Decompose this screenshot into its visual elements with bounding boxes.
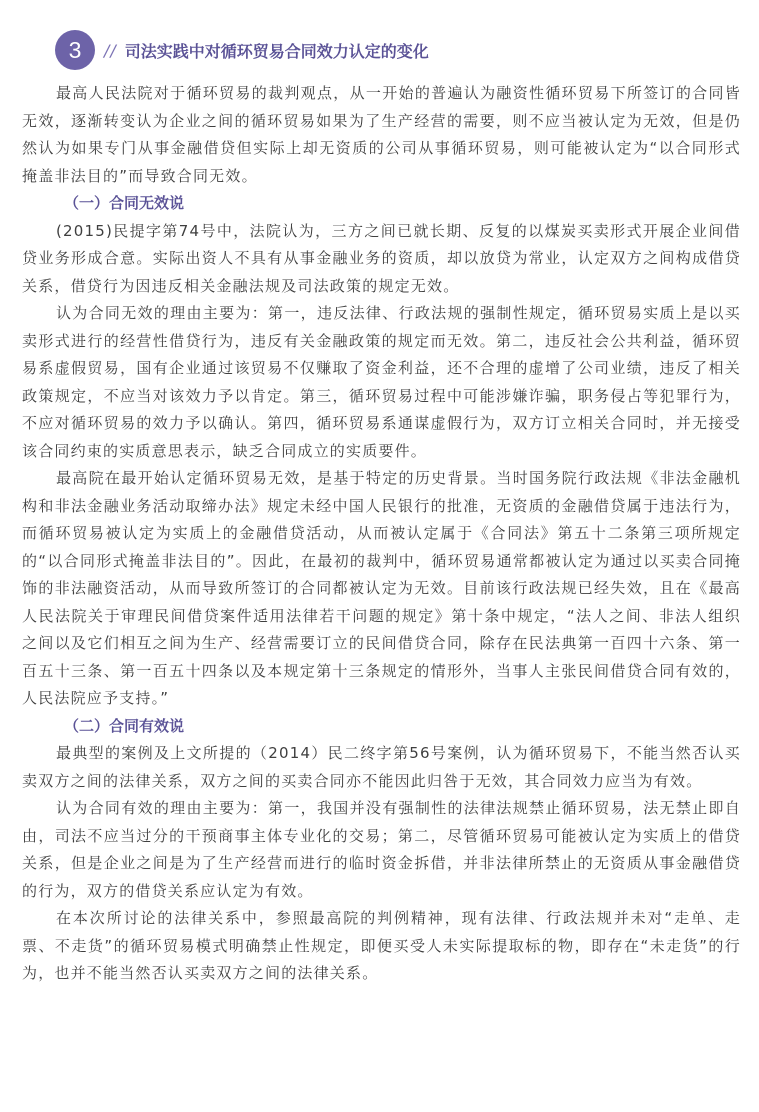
intro-paragraph: 最高人民法院对于循环贸易的裁判观点，从一开始的普遍认为融资性循环贸易下所签订的合同皆无效，逐渐转变认为企业之间的循环贸易如果为了生产经营的需要，则不应当被认定为无效，但是仍然认为如果专门从事金融借贷但实际上却无资质的公司从事循环贸易，则可能被认定为“以合同形式掩盖非法目的”而导致合同无效。 bbox=[22, 84, 741, 185]
section-slashes: // bbox=[104, 40, 117, 60]
subheading-contract-valid: （二）合同有效说 bbox=[64, 716, 185, 735]
paragraph: 在本次所讨论的法律关系中，参照最高院的判例精神，现有法律、行政法规并未对“走单、走票、不走货”的循环贸易模式明确禁止性规定，即便买受人未实际提取标的物，即存在“未走货”的行为，也并不能当然否认买卖双方之间的法律关系。 bbox=[22, 909, 741, 982]
section-number-badge: 3 bbox=[55, 30, 95, 70]
paragraph: 认为合同无效的理由主要为：第一，违反法律、行政法规的强制性规定，循环贸易实质上是以买卖形式进行的经营性借贷行为，违反有关金融政策的规定而无效。第二，违反社会公共利益，循环贸易系虚假贸易，国有企业通过该贸易不仅赚取了资金利益，还不合理的虚增了公司业绩，违反了相关政策规定，不应当对该效力予以肯定。第三，循环贸易过程中可能涉嫌诈骗，职务侵占等犯罪行为，不应对循环贸易的效力予以确认。第四，循环贸易系通谋虚假行为，双方订立相关合同时，并无接受该合同约束的实质意思表示，缺乏合同成立的实质要件。 bbox=[22, 304, 741, 460]
paragraph: 认为合同有效的理由主要为：第一，我国并没有强制性的法律法规禁止循环贸易，法无禁止即自由，司法不应当过分的干预商事主体专业化的交易；第二，尽管循环贸易可能被认定为实质上的借贷关系，但是企业之间是为了生产经营而进行的临时资金拆借，并非法律所禁止的无资质从事金融借贷的行为，双方的借贷关系应认定为有效。 bbox=[22, 799, 741, 900]
section-header bbox=[55, 30, 741, 70]
subheading-contract-invalid: （一）合同无效说 bbox=[64, 194, 185, 212]
paragraph: 最高院在最开始认定循环贸易无效，是基于特定的历史背景。当时国务院行政法规《非法金融机构和非法金融业务活动取缔办法》规定未经中国人民银行的批准，无资质的金融借贷属于违法行为，而循环贸易被认定为实质上的金融借贷活动，从而被认定属于《合同法》第五十二条第三项所规定的“以合同形式掩盖非法目的”。因此，在最初的裁判中，循环贸易通常都被认定为通过以买卖合同掩饰的非法融资活动，从而导致所签订的合同都被认定为无效。目前该行政法规已经失效，且在《最高人民法院关于审理民间借贷案件适用法律若干问题的规定》第十条中规定，“法人之间、非法人组织之间以及它们相互之间为生产、经营需要订立的民间借贷合同，除存在民法典第一百四十六条、第一百五十三条、第一百五十四条以及本规定第十三条规定的情形外，当事人主张民间借贷合同有效的，人民法院应予支持。” bbox=[22, 469, 741, 707]
paragraph: (2015)民提字第74号中，法院认为，三方之间已就长期、反复的以煤炭买卖形式开展企业间借贷业务形成合意。实际出资人不具有从事金融业务的资质，却以放贷为常业，认定双方之间构成借贷关系，借贷行为因违反相关金融法规及司法政策的规定无效。 bbox=[22, 221, 741, 295]
paragraph: 最典型的案例及上文所提的（2014）民二终字第56号案例，认为循环贸易下，不能当然否认买卖双方之间的法律关系，双方之间的买卖合同亦不能因此归咎于无效，其合同效力应当为有效。 bbox=[22, 744, 741, 790]
section-title: 司法实践中对循环贸易合同效力认定的变化 bbox=[124, 41, 429, 61]
